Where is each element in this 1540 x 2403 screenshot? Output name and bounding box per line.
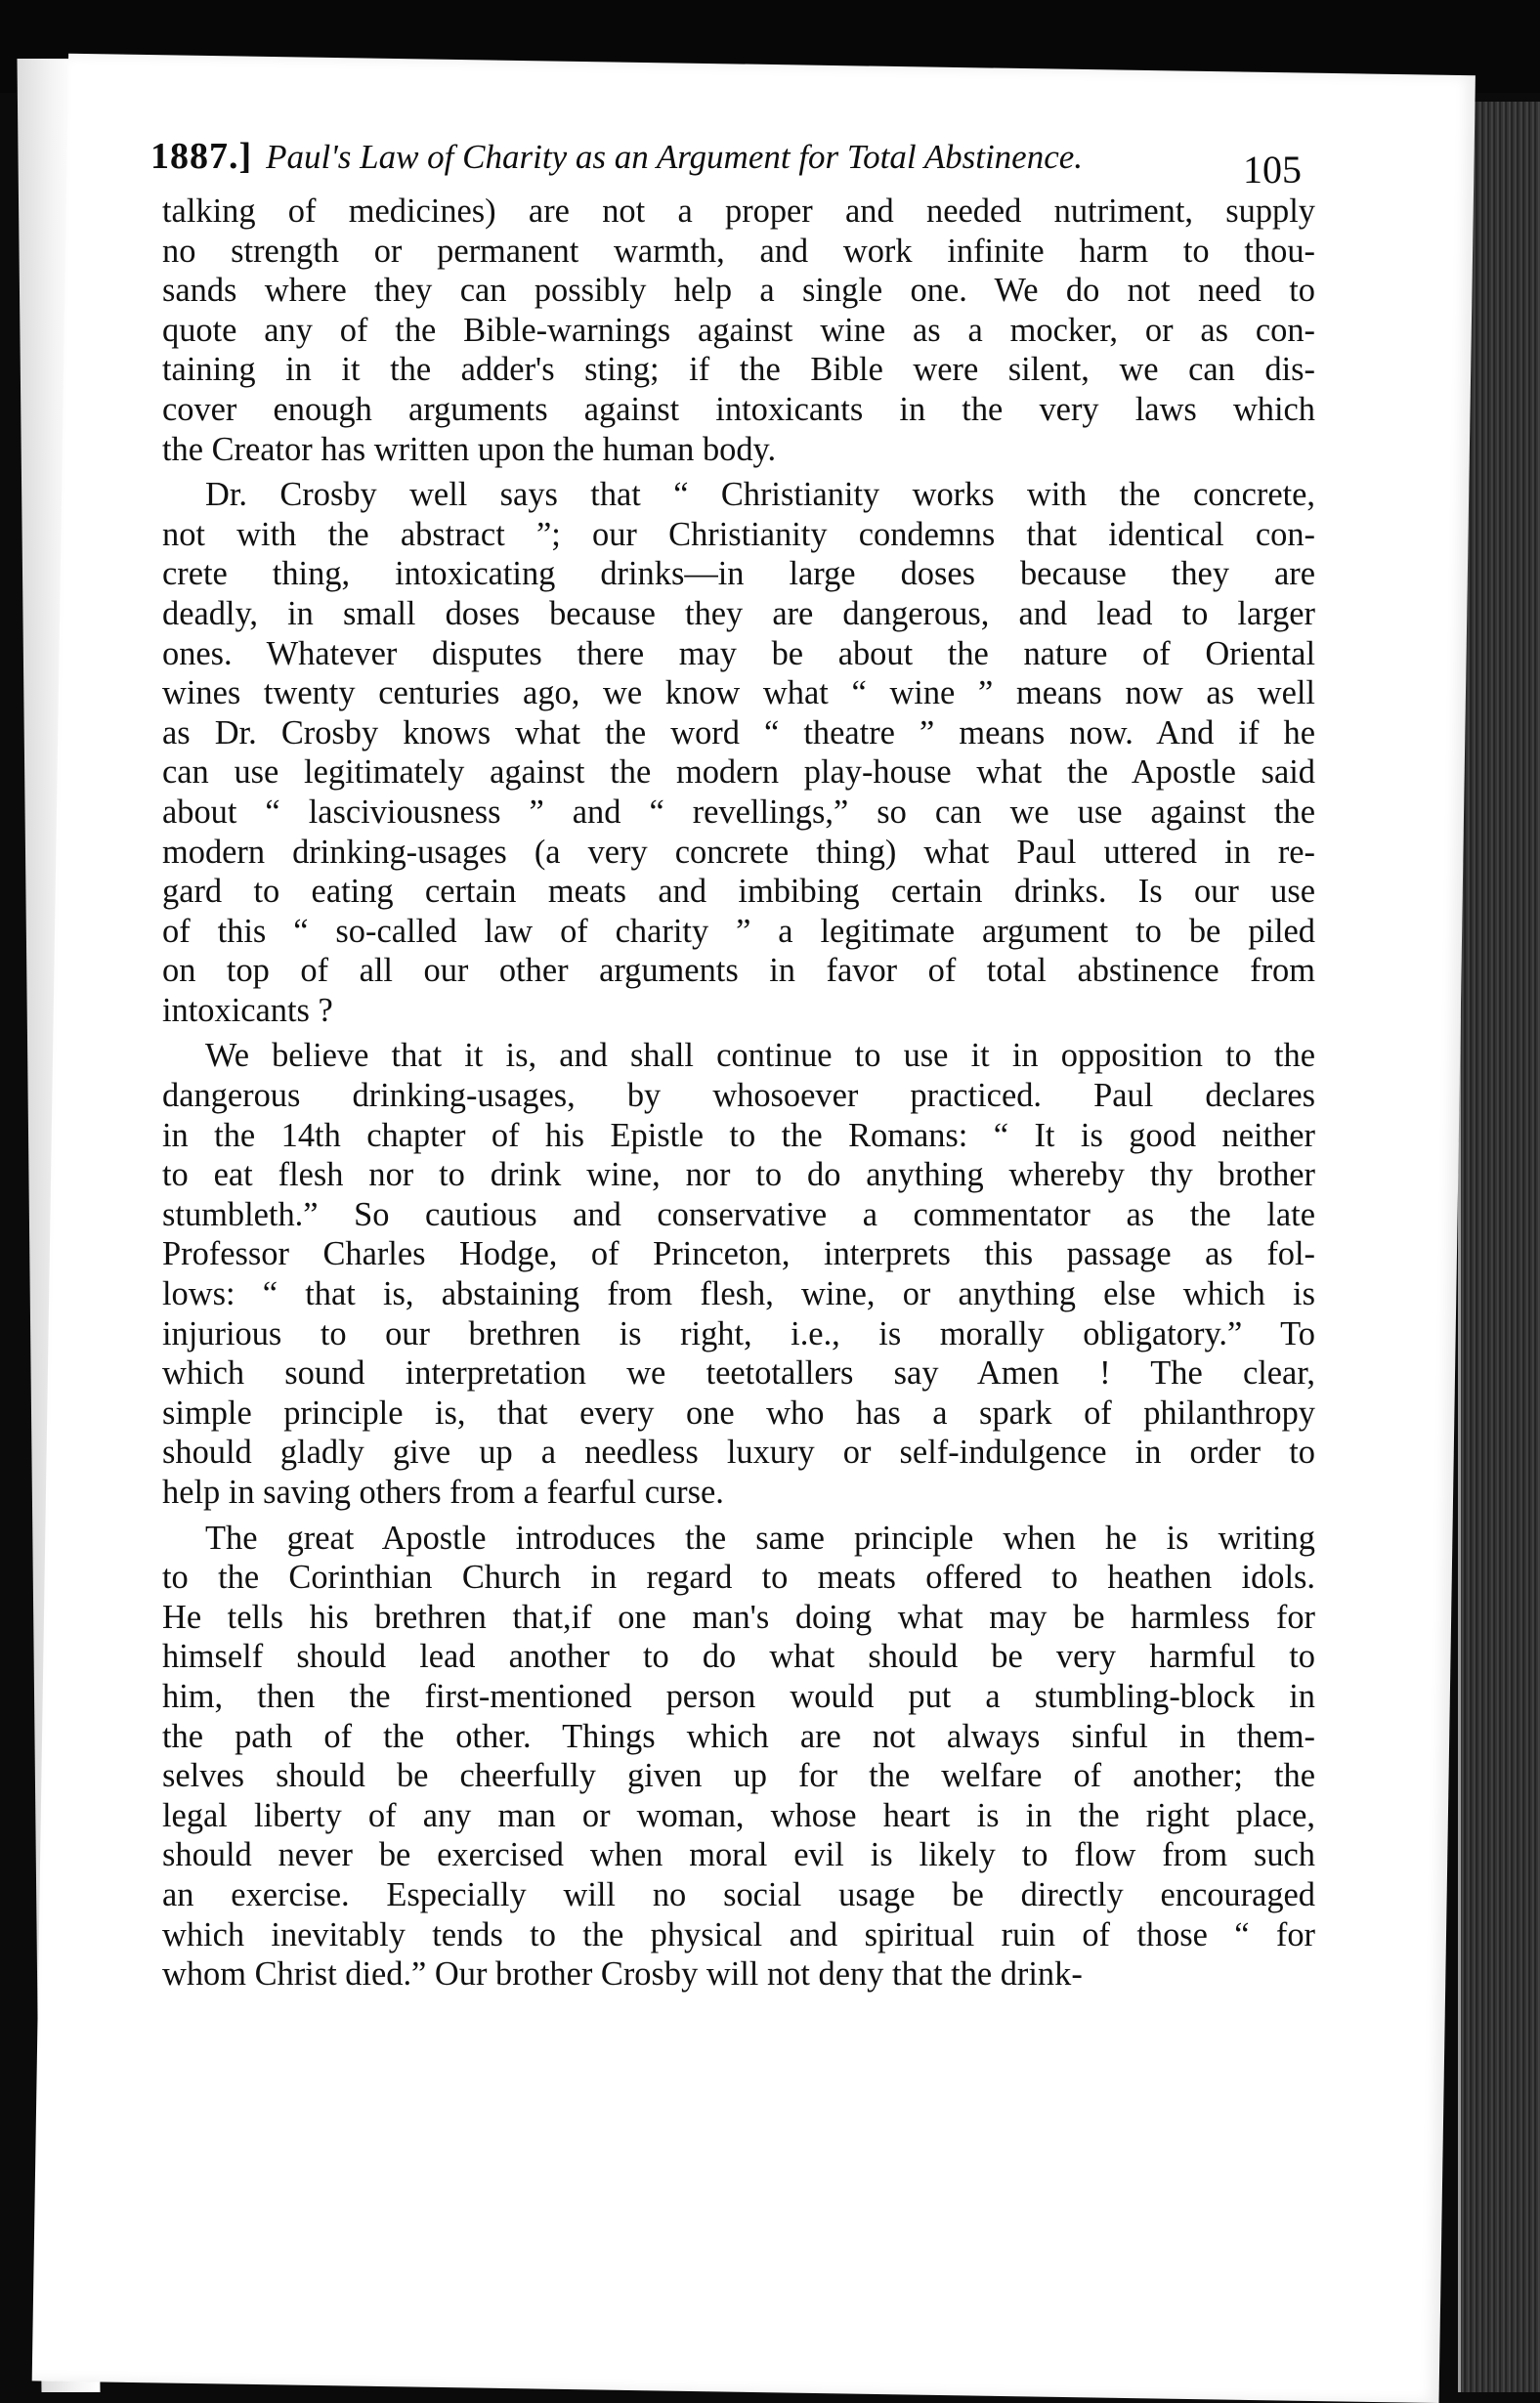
text-line: crete thing, intoxicating drinks—in large doses because they are: [162, 555, 1315, 593]
text-line: taining in it the adder's sting; if the Bible were silent, we can dis-: [162, 351, 1315, 389]
text-line: of this “ so-called law of charity ” a legitimate argument to be piled: [162, 912, 1315, 950]
text-line: selves should be cheerfully given up for the welfare of another; the: [162, 1757, 1315, 1795]
text-line: whom Christ died.” Our brother Crosby will not deny that the drink-: [162, 1955, 1083, 1994]
text-line: him, then the first-mentioned person would put a stumbling-block in: [162, 1677, 1315, 1715]
text-line: sands where they can possibly help a single one. We do not need to: [162, 272, 1315, 310]
text-line: to the Corinthian Church in regard to meats offered to heathen idols.: [162, 1559, 1315, 1597]
running-head-year: 1887.]: [150, 136, 253, 177]
text-line: modern drinking-usages (a very concrete thing) what Paul uttered in re-: [162, 833, 1315, 871]
text-line: simple principle is, that every one who has a spark of philanthropy: [162, 1394, 1315, 1432]
book-fore-edge: [1458, 102, 1540, 2392]
page-number: 105: [1243, 148, 1302, 192]
text-line: Dr. Crosby well says that “ Christianity works with the concrete,: [205, 476, 1315, 514]
text-line: himself should lead another to do what should be very harmful to: [162, 1638, 1315, 1676]
text-line: as Dr. Crosby knows what the word “ theatre ” means now. And if he: [162, 713, 1315, 751]
text-line: should gladly give up a needless luxury or self-indulgence in order to: [162, 1434, 1315, 1472]
text-line: help in saving others from a fearful curse.: [162, 1474, 724, 1511]
text-line: about “ lasciviousness ” and “ revellings,” so can we use against the: [162, 793, 1315, 831]
text-line: not with the abstract ”; our Christianity condemns that identical con-: [162, 515, 1315, 553]
text-line: lows: “ that is, abstaining from flesh, wine, or anything else which is: [162, 1275, 1315, 1313]
text-line: wines twenty centuries ago, we know what “ wine ” means now as well: [162, 674, 1315, 712]
paragraph: [162, 475, 1315, 1030]
text-line: which inevitably tends to the physical and spiritual ruin of those “ for: [162, 1915, 1315, 1953]
paragraph: [162, 192, 1315, 469]
text-line: talking of medicines) are not a proper and needed nutriment, supply: [162, 193, 1315, 230]
text-line: cover enough arguments against intoxicants in the very laws which: [162, 390, 1315, 428]
text-line: quote any of the Bible-warnings against wine as a mocker, or as con-: [162, 311, 1315, 349]
body-text: [162, 192, 1315, 1995]
text-line: Professor Charles Hodge, of Princeton, interprets this passage as fol-: [162, 1235, 1315, 1273]
text-line: intoxicants ?: [162, 991, 333, 1029]
running-head-title: Paul's Law of Charity as an Argument for Total Abstinence.: [266, 138, 1084, 176]
text-line: should never be exercised when moral evil is likely to flow from such: [162, 1836, 1315, 1874]
text-line: deadly, in small doses because they are dangerous, and lead to larger: [162, 594, 1315, 632]
text-line: an exercise. Especially will no social usage be directly encouraged: [162, 1875, 1315, 1913]
paragraph: [162, 1519, 1315, 1995]
text-line: can use legitimately against the modern play-house what the Apostle said: [162, 753, 1315, 792]
text-line: injurious to our brethren is right, i.e., is morally obligatory.” To: [162, 1314, 1315, 1352]
running-head: [150, 135, 1323, 193]
text-line: the path of the other. Things which are not always sinful in them-: [162, 1717, 1315, 1755]
text-line: He tells his brethren that,if one man's doing what may be harmless for: [162, 1598, 1315, 1636]
text-line: the Creator has written upon the human body.: [162, 430, 777, 468]
text-line: We believe that it is, and shall continue to use it in opposition to the: [205, 1037, 1315, 1075]
text-line: dangerous drinking-usages, by whosoever practiced. Paul declares: [162, 1077, 1315, 1115]
text-line: gard to eating certain meats and imbibing certain drinks. Is our use: [162, 873, 1315, 911]
text-line: in the 14th chapter of his Epistle to the Romans: “ It is good neither: [162, 1116, 1315, 1154]
text-line: to eat flesh nor to drink wine, nor to do anything whereby thy brother: [162, 1156, 1315, 1194]
text-line: legal liberty of any man or woman, whose heart is in the right place,: [162, 1796, 1315, 1834]
text-line: stumbleth.” So cautious and conservative a commentator as the late: [162, 1195, 1315, 1233]
text-line: which sound interpretation we teetotallers say Amen ! The clear,: [162, 1354, 1315, 1393]
text-line: no strength or permanent warmth, and work infinite harm to thou-: [162, 232, 1315, 270]
text-line: ones. Whatever disputes there may be about the nature of Oriental: [162, 634, 1315, 672]
paragraph: [162, 1036, 1315, 1512]
text-line: The great Apostle introduces the same principle when he is writing: [205, 1519, 1315, 1557]
text-line: on top of all our other arguments in favor of total abstinence from: [162, 952, 1315, 990]
